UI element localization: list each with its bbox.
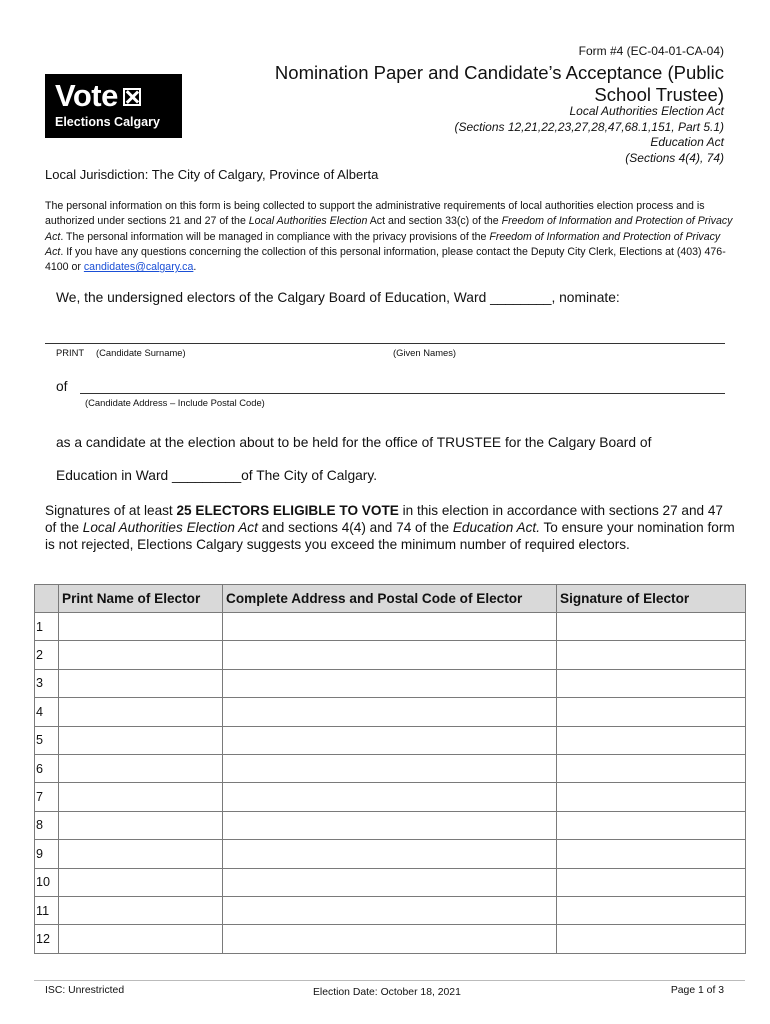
elector-name-cell[interactable] — [59, 726, 223, 754]
elector-name-cell[interactable] — [59, 840, 223, 868]
signature-column-header: Signature of Elector — [557, 585, 746, 613]
row-number: 1 — [35, 613, 59, 641]
footer-divider — [34, 980, 745, 981]
table-row — [35, 840, 746, 868]
classification-label: ISC: Unrestricted — [45, 985, 125, 996]
nomination-statement: We, the undersigned electors of the Calgary Board of Education, Ward ________, nominate: — [56, 290, 620, 305]
surname-label: (Candidate Surname) — [96, 347, 186, 358]
elector-address-cell[interactable] — [223, 726, 557, 754]
given-names-label: (Given Names) — [393, 347, 457, 358]
table-row — [35, 613, 746, 641]
elector-address-cell[interactable] — [223, 868, 557, 896]
logo-word: Vote — [55, 78, 118, 113]
ballot-check-icon — [123, 88, 141, 106]
elector-name-cell[interactable] — [59, 698, 223, 726]
elector-name-cell[interactable] — [59, 811, 223, 839]
candidate-address-line[interactable] — [80, 393, 725, 394]
privacy-text: . The personal information will be managed in compliance with the privacy provisions of the — [60, 230, 490, 243]
elector-signature-cell[interactable] — [557, 669, 746, 697]
electors-table — [34, 584, 746, 954]
row-number: 9 — [35, 840, 59, 868]
row-number: 11 — [35, 896, 59, 924]
privacy-act-name: Freedom of Information and Protection of Privacy Act — [45, 215, 733, 243]
elector-name-cell[interactable] — [59, 783, 223, 811]
privacy-text: Act and section 33(c) of the — [367, 215, 502, 228]
elector-address-cell[interactable] — [223, 669, 557, 697]
requirement-act-name: Local Authorities Election Act — [82, 520, 258, 535]
elector-signature-cell[interactable] — [557, 726, 746, 754]
page-number: Page 1 of 3 — [670, 985, 724, 996]
elector-name-cell[interactable] — [59, 925, 223, 953]
table-row — [35, 896, 746, 924]
election-date: Election Date: October 18, 2021 — [313, 987, 461, 998]
row-number: 12 — [35, 925, 59, 953]
table-row — [35, 726, 746, 754]
privacy-text: . — [193, 261, 197, 274]
ward-statement: Education in Ward _________of The City of Calgary. — [56, 468, 378, 483]
form-title: Nomination Paper and Candidate’s Acceptance (Public School Trustee) — [274, 62, 724, 105]
elector-name-cell[interactable] — [59, 896, 223, 924]
elector-name-cell[interactable] — [59, 868, 223, 896]
candidate-name-line[interactable] — [45, 343, 725, 344]
address-label: (Candidate Address – Include Postal Code) — [85, 397, 265, 408]
elector-name-cell[interactable] — [59, 613, 223, 641]
table-row — [35, 698, 746, 726]
privacy-act-name: Local Authorities Election — [248, 215, 368, 228]
row-number: 3 — [35, 669, 59, 697]
requirement-text: in this election in accordance with sections 27 and 47 of the — [45, 503, 723, 535]
row-number: 10 — [35, 868, 59, 896]
elector-signature-cell[interactable] — [557, 613, 746, 641]
elector-address-cell[interactable] — [223, 613, 557, 641]
elector-signature-cell[interactable] — [557, 840, 746, 868]
signature-requirements — [45, 502, 735, 553]
act-line: (Sections 12,21,22,23,27,28,47,68.1,151, Part 5.1) — [454, 119, 724, 134]
requirement-emphasis: 25 ELECTORS ELIGIBLE TO VOTE — [176, 503, 399, 518]
row-number: 6 — [35, 754, 59, 782]
row-number: 4 — [35, 698, 59, 726]
act-line: Local Authorities Election Act — [569, 104, 724, 118]
elector-signature-cell[interactable] — [557, 641, 746, 669]
table-row — [35, 669, 746, 697]
elector-signature-cell[interactable] — [557, 783, 746, 811]
elector-name-cell[interactable] — [59, 641, 223, 669]
elector-address-cell[interactable] — [223, 754, 557, 782]
elector-signature-cell[interactable] — [557, 925, 746, 953]
number-column-header — [35, 585, 59, 613]
privacy-text: The personal information on this form is being collected to support the administrative requirements of local authorities election process and is authorized under sections 21 and 27 of the — [45, 200, 705, 228]
table-header-row — [35, 585, 746, 613]
print-label: PRINT — [56, 347, 85, 358]
row-number: 7 — [35, 783, 59, 811]
elector-signature-cell[interactable] — [557, 754, 746, 782]
requirement-text: and sections 4(4) and 74 of the — [257, 520, 453, 535]
table-row — [35, 783, 746, 811]
requirement-text: To ensure your nomination form is not rejected, Elections Calgary suggests you exceed the minimum number of required electors. — [45, 520, 735, 552]
row-number: 5 — [35, 726, 59, 754]
table-row — [35, 925, 746, 953]
table-row — [35, 868, 746, 896]
form-number: Form #4 (EC-04-01-CA-04) — [578, 44, 724, 58]
act-line: Education Act — [650, 135, 724, 150]
contact-email-link[interactable]: candidates@calgary.ca — [83, 261, 194, 274]
privacy-notice — [45, 199, 735, 275]
elector-address-cell[interactable] — [223, 641, 557, 669]
table-row — [35, 641, 746, 669]
elections-calgary-logo — [45, 74, 182, 138]
elector-address-cell[interactable] — [223, 925, 557, 953]
table-row — [35, 811, 746, 839]
address-column-header: Complete Address and Postal Code of Elector — [223, 585, 557, 613]
requirement-text: Signatures of at least — [45, 503, 177, 518]
elector-name-cell[interactable] — [59, 669, 223, 697]
governing-acts — [454, 104, 724, 166]
name-column-header: Print Name of Elector — [59, 585, 223, 613]
privacy-text: . If you have any questions concerning the collection of this personal information, please contact the Deputy City Clerk, Elections at (403) 476-4100 or — [45, 245, 726, 274]
privacy-act-name: Freedom of Information and Protection of Privacy Act — [45, 230, 721, 258]
requirement-act-name: Education Act. — [452, 520, 540, 535]
table-row — [35, 754, 746, 782]
row-number: 8 — [35, 811, 59, 839]
elector-signature-cell[interactable] — [557, 811, 746, 839]
elector-address-cell[interactable] — [223, 783, 557, 811]
logo-subtitle: Elections Calgary — [55, 115, 160, 129]
elector-address-cell[interactable] — [223, 840, 557, 868]
elector-name-cell[interactable] — [59, 754, 223, 782]
elector-signature-cell[interactable] — [557, 868, 746, 896]
of-label: of — [56, 379, 68, 394]
local-jurisdiction: Local Jurisdiction: The City of Calgary, Province of Alberta — [45, 167, 379, 182]
elector-signature-cell[interactable] — [557, 698, 746, 726]
candidate-office-statement: as a candidate at the election about to be held for the office of TRUSTEE for the Calgary Board of — [56, 435, 652, 450]
elector-address-cell[interactable] — [223, 811, 557, 839]
elector-signature-cell[interactable] — [557, 896, 746, 924]
act-line: (Sections 4(4), 74) — [625, 150, 724, 165]
elector-address-cell[interactable] — [223, 896, 557, 924]
elector-address-cell[interactable] — [223, 698, 557, 726]
row-number: 2 — [35, 641, 59, 669]
